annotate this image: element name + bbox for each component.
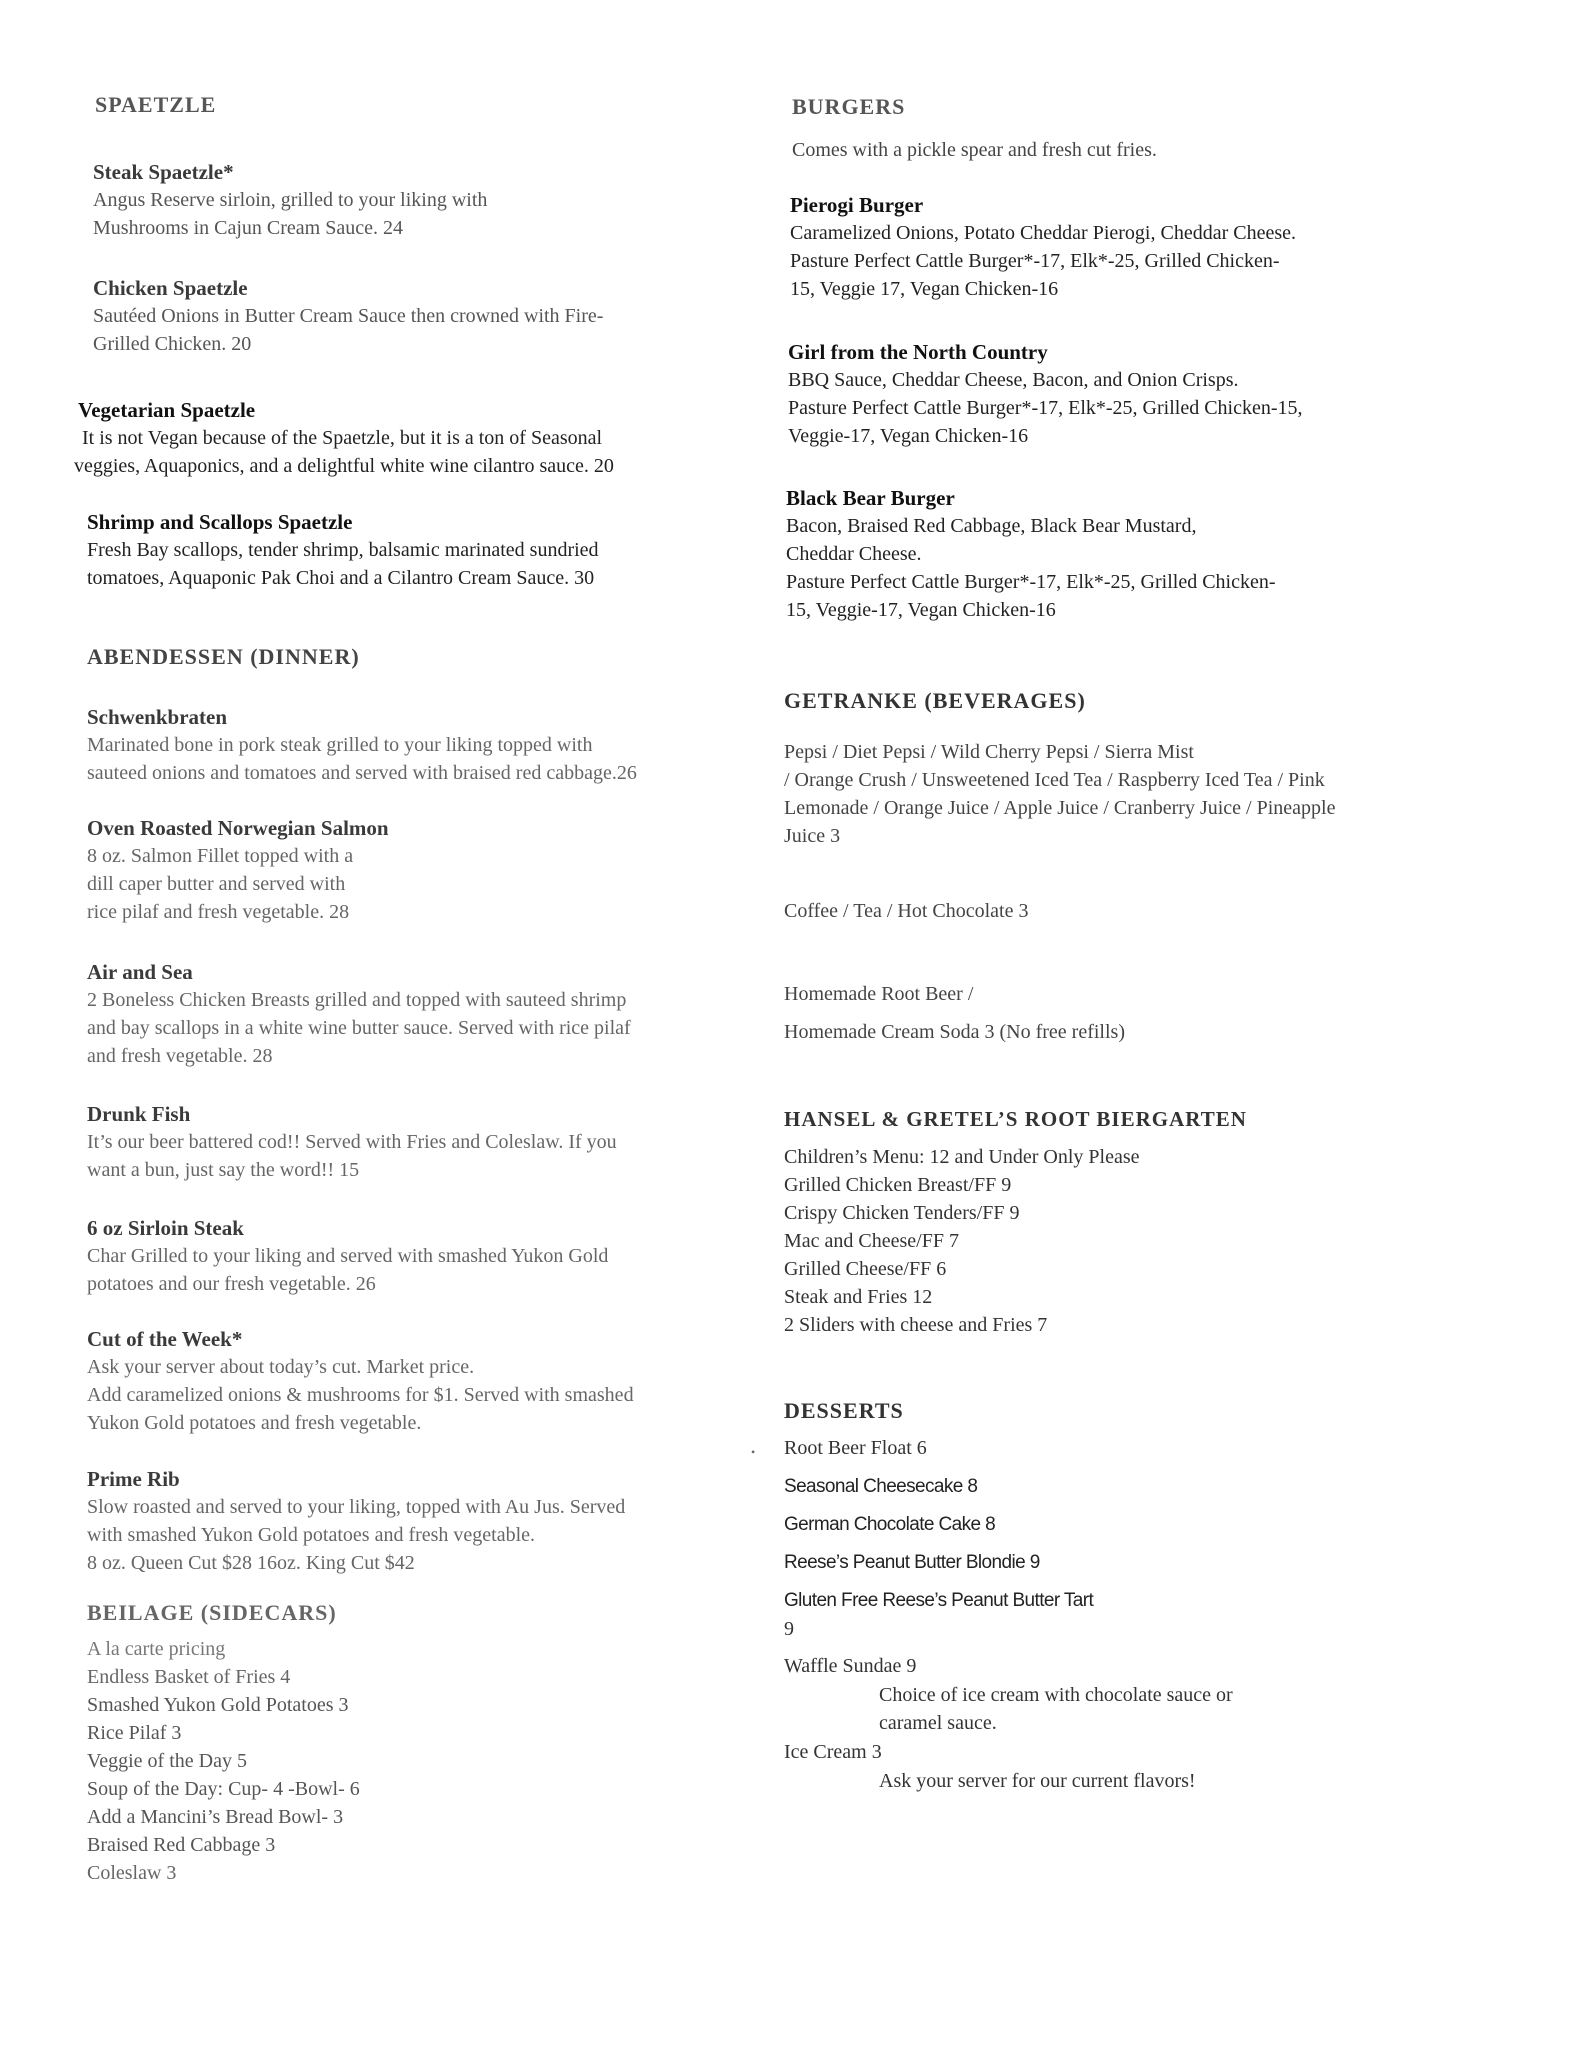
- item-name: Steak Spaetzle*: [93, 160, 234, 184]
- menu-item-steak-spaetzle: [93, 158, 487, 242]
- side-item: Soup of the Day: Cup- 4 -Bowl- 6: [87, 1778, 360, 1800]
- soda-line: / Orange Crush / Unsweetened Iced Tea / Raspberry Iced Tea / Pink: [784, 769, 1325, 791]
- item-desc-line: dill caper butter and served with: [87, 873, 346, 895]
- item-desc-line: sauteed onions and tomatoes and served with braised red cabbage.26: [87, 762, 637, 784]
- dessert-tart-price: 9: [784, 1618, 794, 1640]
- item-desc-line: 15, Veggie 17, Vegan Chicken-16: [790, 278, 1059, 300]
- item-desc-line: Sautéed Onions in Butter Cream Sauce then crowned with Fire-: [93, 305, 604, 327]
- item-desc-line: Add caramelized onions & mushrooms for $1. Served with smashed: [87, 1384, 634, 1406]
- item-name: Chicken Spaetzle: [93, 276, 248, 300]
- dessert-waffle-sundae: Waffle Sundae 9: [784, 1655, 917, 1677]
- item-desc-line: 2 Boneless Chicken Breasts grilled and topped with sauteed shrimp: [87, 989, 627, 1011]
- item-desc-line: 8 oz. Salmon Fillet topped with a: [87, 845, 354, 867]
- item-desc-line: It is not Vegan because of the Spaetzle, but it is a ton of Seasonal: [82, 427, 603, 449]
- homemade-line: Homemade Cream Soda 3 (No free refills): [784, 1021, 1125, 1043]
- burgers-intro: Comes with a pickle spear and fresh cut fries.: [792, 139, 1157, 161]
- section-title-kids: HANSEL & GRETEL’S ROOT BIERGARTEN: [784, 1107, 1247, 1131]
- item-desc-line: Slow roasted and served to your liking, topped with Au Jus. Served: [87, 1496, 626, 1518]
- side-item: Add a Mancini’s Bread Bowl- 3: [87, 1806, 344, 1828]
- dessert-ice-cream-desc: Ask your server for our current flavors!: [879, 1770, 1196, 1792]
- item-desc-line: Mushrooms in Cajun Cream Sauce. 24: [93, 217, 403, 239]
- item-desc-line: Angus Reserve sirloin, grilled to your liking with: [93, 189, 488, 211]
- item-desc-line: Pasture Perfect Cattle Burger*-17, Elk*-25, Grilled Chicken-: [790, 250, 1280, 272]
- item-desc-line: 8 oz. Queen Cut $28 16oz. King Cut $42: [87, 1552, 415, 1574]
- item-desc-line: and bay scallops in a white wine butter sauce. Served with rice pilaf: [87, 1017, 631, 1039]
- homemade-drinks: [784, 980, 1125, 1046]
- soda-line: Pepsi / Diet Pepsi / Wild Cherry Pepsi / Sierra Mist: [784, 741, 1194, 763]
- menu-item-pierogi-burger: [790, 191, 1296, 303]
- item-name: Shrimp and Scallops Spaetzle: [87, 510, 353, 534]
- menu-item-vegetarian-spaetzle: [74, 396, 614, 480]
- dessert-cheesecake: Seasonal Cheesecake 8: [784, 1476, 978, 1497]
- section-title-burgers: BURGERS: [792, 94, 906, 119]
- item-name: Drunk Fish: [87, 1102, 191, 1126]
- side-item: Endless Basket of Fries 4: [87, 1666, 291, 1688]
- item-name: Prime Rib: [87, 1467, 180, 1491]
- item-desc-line: Bacon, Braised Red Cabbage, Black Bear Mustard,: [786, 515, 1197, 537]
- menu-item-black-bear-burger: [786, 484, 1276, 624]
- kids-item: Steak and Fries 12: [784, 1286, 933, 1308]
- sodas-list: [784, 738, 1335, 850]
- item-desc-line: BBQ Sauce, Cheddar Cheese, Bacon, and Onion Crisps.: [788, 369, 1239, 391]
- kids-menu-list: [784, 1143, 1140, 1339]
- side-item: Coleslaw 3: [87, 1862, 177, 1884]
- homemade-line: Homemade Root Beer /: [784, 983, 974, 1005]
- side-item: A la carte pricing: [87, 1638, 226, 1660]
- item-name: Oven Roasted Norwegian Salmon: [87, 816, 389, 840]
- kids-item: Children’s Menu: 12 and Under Only Please: [784, 1146, 1140, 1168]
- item-desc-line: Pasture Perfect Cattle Burger*-17, Elk*-25, Grilled Chicken-15,: [788, 397, 1303, 419]
- side-item: Smashed Yukon Gold Potatoes 3: [87, 1694, 349, 1716]
- menu-item-girl-from-north-country: [788, 338, 1303, 450]
- item-desc-line: potatoes and our fresh vegetable. 26: [87, 1273, 376, 1295]
- item-name: Air and Sea: [87, 960, 193, 984]
- item-desc-line: veggies, Aquaponics, and a delightful white wine cilantro sauce. 20: [74, 455, 614, 477]
- side-item: Veggie of the Day 5: [87, 1750, 247, 1772]
- menu-item-prime-rib: [87, 1465, 625, 1577]
- item-desc-line: Char Grilled to your liking and served with smashed Yukon Gold: [87, 1245, 609, 1267]
- item-desc-line: Caramelized Onions, Potato Cheddar Pierogi, Cheddar Cheese.: [790, 222, 1296, 244]
- item-desc-line: Pasture Perfect Cattle Burger*-17, Elk*-25, Grilled Chicken-: [786, 571, 1276, 593]
- dessert-root-beer-float: Root Beer Float 6: [784, 1437, 927, 1459]
- menu-item-schwenkbraten: [87, 703, 637, 787]
- menu-item-chicken-spaetzle: [93, 274, 603, 358]
- kids-item: Mac and Cheese/FF 7: [784, 1230, 959, 1252]
- item-name: Schwenkbraten: [87, 705, 228, 729]
- section-title-dinner: ABENDESSEN (DINNER): [87, 644, 360, 669]
- item-name: Girl from the North Country: [788, 340, 1048, 364]
- item-desc-line: and fresh vegetable. 28: [87, 1045, 273, 1067]
- dessert-ice-cream: Ice Cream 3: [784, 1741, 882, 1763]
- item-desc-line: rice pilaf and fresh vegetable. 28: [87, 901, 350, 923]
- item-name: Cut of the Week*: [87, 1327, 243, 1351]
- sides-list: [87, 1635, 360, 1887]
- kids-item: Grilled Chicken Breast/FF 9: [784, 1174, 1012, 1196]
- menu-item-drunk-fish: [87, 1100, 617, 1184]
- menu-item-air-and-sea: [87, 958, 631, 1070]
- side-item: Rice Pilaf 3: [87, 1722, 182, 1744]
- item-desc-line: Cheddar Cheese.: [786, 543, 922, 565]
- dessert-blondie: Reese’s Peanut Butter Blondie 9: [784, 1552, 1040, 1573]
- menu-item-sirloin-steak: [87, 1214, 608, 1298]
- kids-item: Grilled Cheese/FF 6: [784, 1258, 947, 1280]
- item-desc-line: tomatoes, Aquaponic Pak Choi and a Cilantro Cream Sauce. 30: [87, 567, 595, 589]
- menu-item-shrimp-scallops-spaetzle: [87, 508, 599, 592]
- hot-drinks: Coffee / Tea / Hot Chocolate 3: [784, 900, 1029, 922]
- item-desc-line: Yukon Gold potatoes and fresh vegetable.: [87, 1412, 422, 1434]
- item-desc-line: Ask your server about today’s cut. Market price.: [87, 1356, 475, 1378]
- item-desc-line: Veggie-17, Vegan Chicken-16: [788, 425, 1029, 447]
- stray-dot: •: [751, 1445, 756, 1459]
- kids-item: 2 Sliders with cheese and Fries 7: [784, 1314, 1048, 1336]
- item-name: Pierogi Burger: [790, 193, 924, 217]
- soda-line: Juice 3: [784, 825, 841, 847]
- item-desc-line: 15, Veggie-17, Vegan Chicken-16: [786, 599, 1056, 621]
- item-name: 6 oz Sirloin Steak: [87, 1216, 244, 1240]
- item-desc-line: Fresh Bay scallops, tender shrimp, balsamic marinated sundried: [87, 539, 599, 561]
- section-title-desserts: DESSERTS: [784, 1398, 904, 1423]
- dessert-chocolate-cake: German Chocolate Cake 8: [784, 1514, 996, 1535]
- dessert-waffle-desc: Choice of ice cream with chocolate sauce or: [879, 1684, 1233, 1706]
- item-desc-line: want a bun, just say the word!! 15: [87, 1159, 360, 1181]
- section-title-beverages: GETRANKE (BEVERAGES): [784, 688, 1086, 713]
- side-item: Braised Red Cabbage 3: [87, 1834, 276, 1856]
- kids-item: Crispy Chicken Tenders/FF 9: [784, 1202, 1020, 1224]
- menu-item-norwegian-salmon: [87, 814, 389, 926]
- section-title-spaetzle: SPAETZLE: [95, 92, 217, 117]
- item-name: Vegetarian Spaetzle: [78, 398, 256, 422]
- item-desc-line: It’s our beer battered cod!! Served with Fries and Coleslaw. If you: [87, 1131, 617, 1153]
- item-desc-line: Marinated bone in pork steak grilled to your liking topped with: [87, 734, 593, 756]
- item-desc-line: Grilled Chicken. 20: [93, 333, 252, 355]
- dessert-tart: Gluten Free Reese’s Peanut Butter Tart: [784, 1590, 1094, 1611]
- soda-line: Lemonade / Orange Juice / Apple Juice / Cranberry Juice / Pineapple: [784, 797, 1336, 819]
- menu-item-cut-of-the-week: [87, 1325, 634, 1437]
- section-title-sides: BEILAGE (SIDECARS): [87, 1600, 337, 1625]
- dessert-waffle-desc: caramel sauce.: [879, 1712, 997, 1734]
- item-name: Black Bear Burger: [786, 486, 955, 510]
- item-desc-line: with smashed Yukon Gold potatoes and fresh vegetable.: [87, 1524, 536, 1546]
